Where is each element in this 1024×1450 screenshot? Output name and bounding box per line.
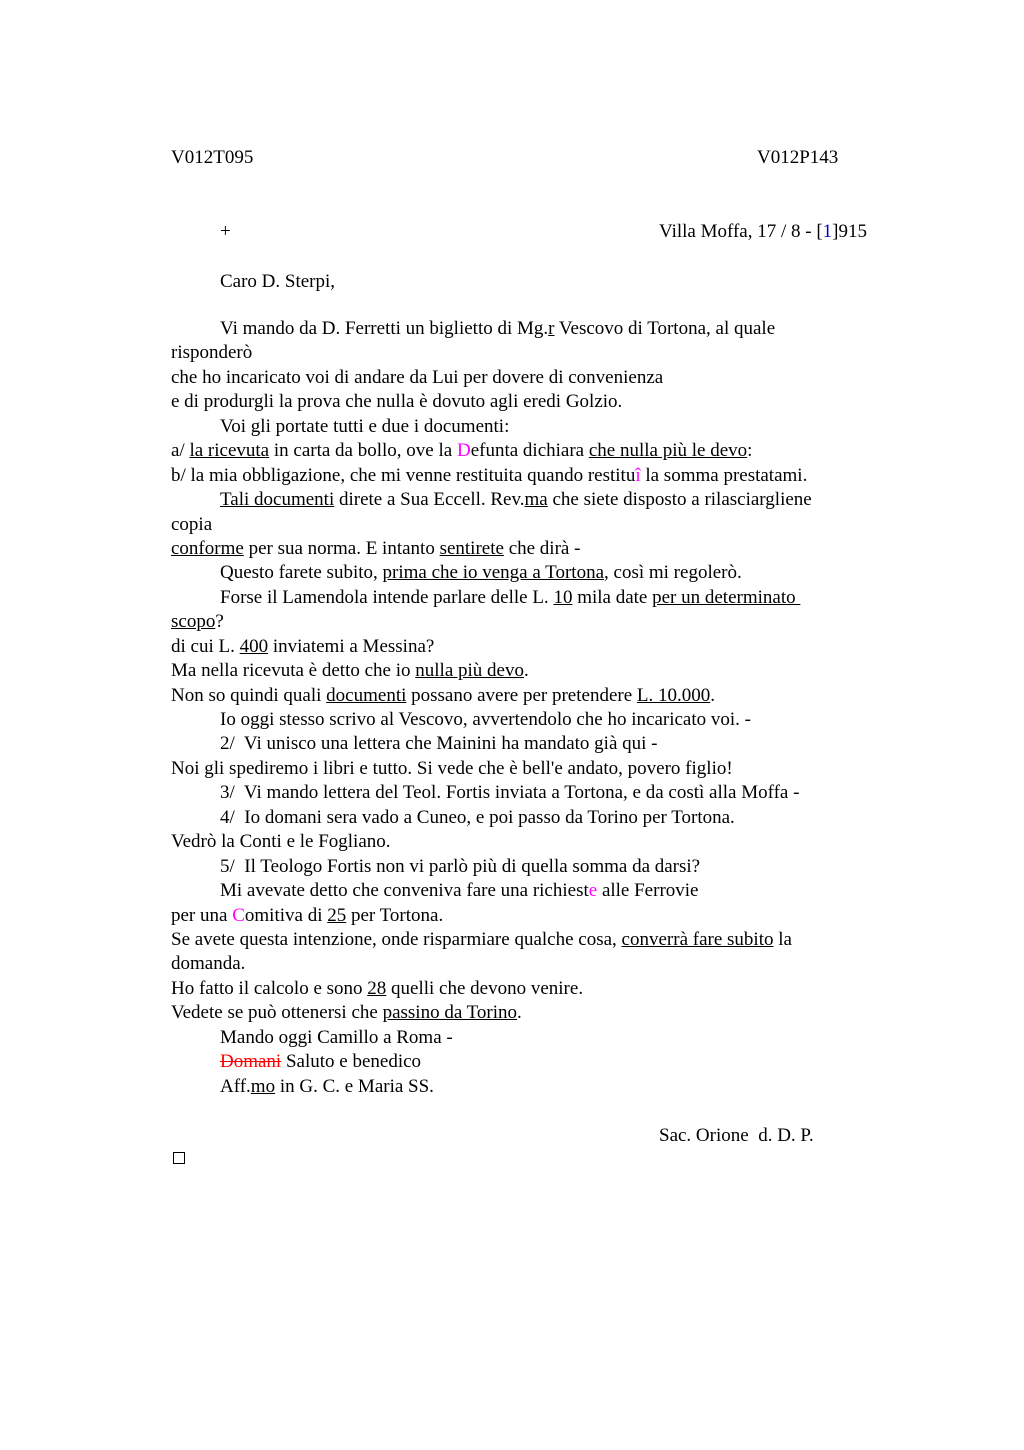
line: Non so quindi quali documenti possano avere per pretendere L. 10.000.	[171, 684, 716, 706]
line: Vedrò la Conti e le Fogliano.	[171, 831, 391, 853]
line: domanda.	[171, 953, 246, 975]
line: che ho incaricato voi di andare da Lui per dovere di convenienza	[171, 366, 664, 388]
line: Domani Saluto e benedico	[220, 1051, 422, 1073]
line: Aff.mo in G. C. e Maria SS.	[220, 1075, 434, 1097]
line: risponderò	[171, 342, 253, 364]
line: 4/ Io domani sera vado a Cuneo, e poi passo da Torino per Tortona.	[220, 806, 735, 828]
line: scopo?	[171, 611, 224, 633]
line: b/ la mia obbligazione, che mi venne restituita quando restituî la somma prestatami.	[171, 464, 808, 486]
line: 3/ Vi mando lettera del Teol. Fortis inviata a Tortona, e da costì alla Moffa -	[220, 782, 800, 804]
line: 2/ Vi unisco una lettera che Mainini ha mandato già qui -	[220, 733, 658, 755]
line: di cui L. 400 inviatemi a Messina?	[171, 635, 435, 657]
line: Se avete questa intenzione, onde risparmiare qualche cosa, converrà fare subito la	[171, 928, 792, 950]
right-code: V012P143	[757, 147, 839, 168]
line: Io oggi stesso scrivo al Vescovo, avvertendolo che ho incaricato voi. -	[220, 709, 751, 730]
line: Vedete se può ottenersi che passino da Torino.	[171, 1002, 522, 1024]
dateline-digit: 1	[822, 221, 833, 242]
line: copia	[171, 513, 213, 535]
dateline-place: Villa Moffa, 17 / 8 - [	[659, 221, 823, 242]
dateline-year: ]915	[832, 221, 867, 242]
line: 5/ Il Teologo Fortis non vi parlò più di quella somma da darsi?	[220, 855, 701, 877]
dateline	[659, 220, 867, 244]
line: a/ la ricevuta in carta da bollo, ove la Defunta dichiara che nulla più le devo:	[171, 440, 753, 462]
deleted-word: Domani	[220, 1051, 282, 1073]
greeting: Caro D. Sterpi,	[220, 271, 336, 292]
line: conforme per sua norma. E intanto sentirete che dirà -	[171, 537, 581, 559]
left-code: V012T095	[171, 147, 254, 168]
signature: Sac. Orione d. D. P.	[659, 1125, 814, 1146]
line: Voi gli portate tutti e due i documenti:	[220, 415, 510, 437]
line: Noi gli spediremo i libri e tutto. Si vede che è bell'e andato, povero figlio!	[171, 757, 733, 779]
line: Mando oggi Camillo a Roma -	[220, 1026, 453, 1048]
line: Tali documenti direte a Sua Eccell. Rev.ma che siete disposto a rilasciargliene	[220, 489, 812, 511]
end-box-icon	[173, 1152, 185, 1164]
line: e di produrgli la prova che nulla è dovuto agli eredi Golzio.	[171, 391, 623, 413]
cross-mark: +	[220, 221, 231, 242]
line: Vi mando da D. Ferretti un biglietto di Mg.r Vescovo di Tortona, al quale	[220, 318, 776, 339]
line: Forse il Lamendola intende parlare delle L. 10 mila date per un determinato	[220, 586, 801, 608]
line: Ho fatto il calcolo e sono 28 quelli che devono venire.	[171, 977, 584, 999]
line: Questo farete subito, prima che io venga a Tortona, così mi regolerò.	[220, 562, 742, 584]
line: Mi avevate detto che conveniva fare una richieste alle Ferrovie	[220, 880, 699, 902]
line: per una Comitiva di 25 per Tortona.	[171, 904, 444, 926]
line: Ma nella ricevuta è detto che io nulla più devo.	[171, 660, 529, 682]
letter-body	[171, 317, 871, 1099]
